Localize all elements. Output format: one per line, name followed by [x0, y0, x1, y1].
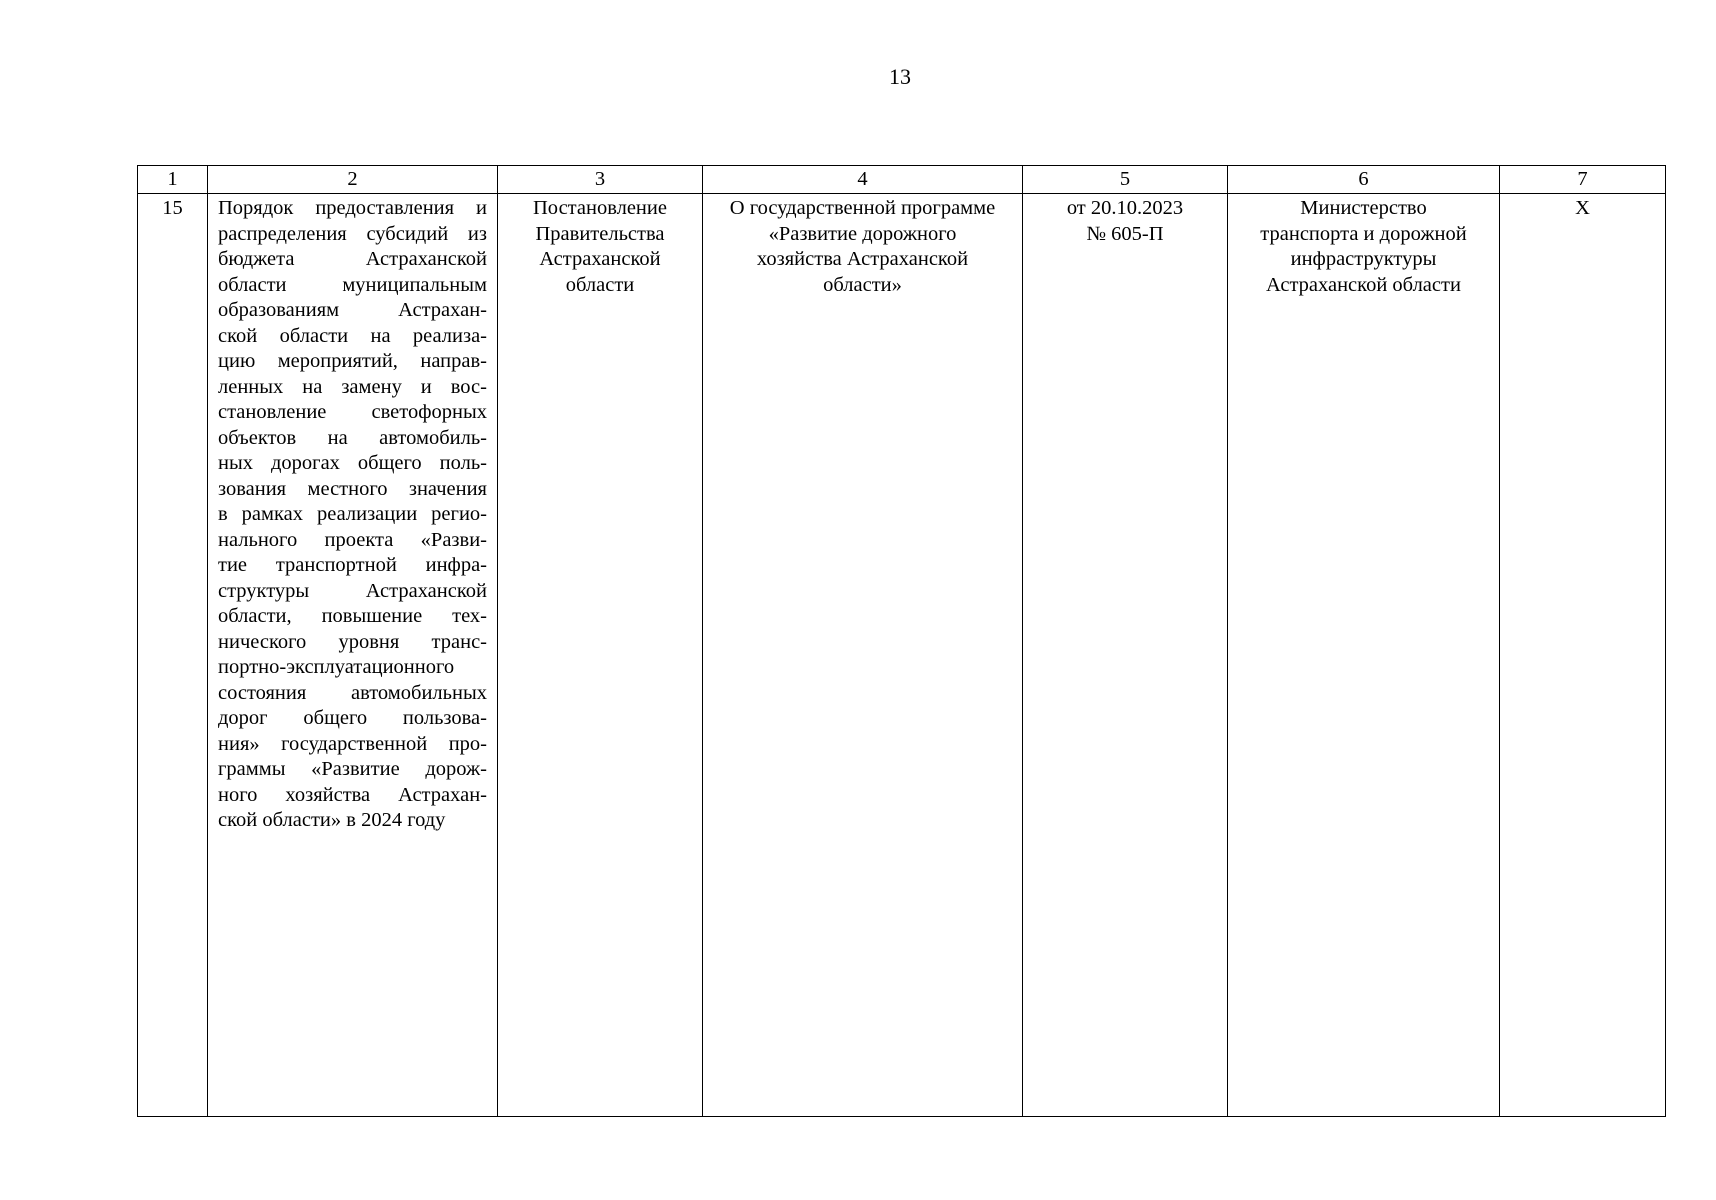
document-name-line: ного хозяйства Астрахан- — [218, 783, 487, 806]
act-date-cell — [1023, 194, 1228, 1117]
document-name-line: нального проекта «Разви- — [218, 528, 487, 551]
page-number: 13 — [889, 64, 911, 89]
act-title-line: области» — [823, 273, 902, 296]
mark-cell — [1500, 194, 1666, 1117]
act-title-line: «Развитие дорожного — [768, 222, 957, 245]
document-name-line: области муниципальным — [218, 273, 487, 296]
document-name-line: ных дорогах общего поль- — [218, 452, 487, 474]
act-type-cell — [498, 194, 703, 1117]
act-date-line: от 20.10.2023 — [1066, 197, 1184, 219]
document-name-line: структуры Астраханской — [218, 579, 487, 602]
document-name-line: ской области» в 2024 году — [218, 809, 446, 831]
document-name-line: образованиям Астрахан- — [218, 299, 487, 321]
table-row — [138, 194, 1666, 1117]
document-name-line: тие транспортной инфра- — [218, 554, 487, 576]
column-header-2: 2 — [208, 166, 498, 194]
authority-line: инфраструктуры — [1290, 248, 1437, 270]
document-name-line: Порядок предоставления и — [218, 197, 487, 219]
authority-line: Астраханской области — [1266, 273, 1461, 296]
column-header-1: 1 — [138, 166, 208, 194]
document-name-line: цию мероприятий, направ- — [218, 350, 487, 372]
act-type-line: Астраханской — [539, 248, 661, 270]
document-name-line: зования местного значения — [218, 477, 487, 500]
act-title-cell — [703, 194, 1023, 1117]
act-title-line: О государственной программе — [729, 197, 996, 219]
row-number-cell — [138, 194, 208, 1117]
authority-cell — [1228, 194, 1500, 1117]
table-header-row — [138, 166, 1666, 194]
document-name-line: становление светофорных — [218, 401, 487, 423]
document-name-line: портно-эксплуатационного — [218, 656, 455, 678]
act-type-line: Постановление — [533, 197, 667, 219]
document-name-line: объектов на автомобиль- — [218, 426, 487, 449]
document-name-line: бюджета Астраханской — [218, 248, 487, 270]
column-header-6: 6 — [1228, 166, 1500, 194]
document-name-line: нического уровня транс- — [218, 630, 487, 653]
document-name-line: в рамках реализации регио- — [218, 503, 487, 525]
document-name-line: ленных на замену и вос- — [218, 375, 487, 398]
act-title-line: хозяйства Астраханской — [756, 248, 969, 270]
authority-line: транспорта и дорожной — [1260, 222, 1467, 245]
document-name-cell — [208, 194, 498, 1117]
act-type-line: Правительства — [535, 222, 665, 245]
column-header-4: 4 — [703, 166, 1023, 194]
document-name-line: области, повышение тех- — [218, 605, 487, 627]
row-number: 15 — [162, 197, 183, 219]
act-type-line: области — [565, 273, 635, 296]
column-header-5: 5 — [1023, 166, 1228, 194]
authority-line: Министерство — [1300, 197, 1427, 219]
document-name-line: граммы «Развитие дорож- — [218, 758, 487, 780]
mark-value: Х — [1575, 197, 1590, 219]
document-name-line: распределения субсидий из — [218, 222, 487, 245]
document-name-line: ской области на реализа- — [218, 324, 487, 347]
document-name-line: дорог общего пользова- — [218, 707, 487, 729]
document-name-line: ния» государственной про- — [218, 732, 487, 755]
document-table — [137, 165, 1666, 1117]
column-header-3: 3 — [498, 166, 703, 194]
document-name-text — [218, 196, 487, 834]
document-name-line: состояния автомобильных — [218, 681, 487, 704]
column-header-7: 7 — [1500, 166, 1666, 194]
act-number-line: № 605-П — [1086, 222, 1164, 245]
